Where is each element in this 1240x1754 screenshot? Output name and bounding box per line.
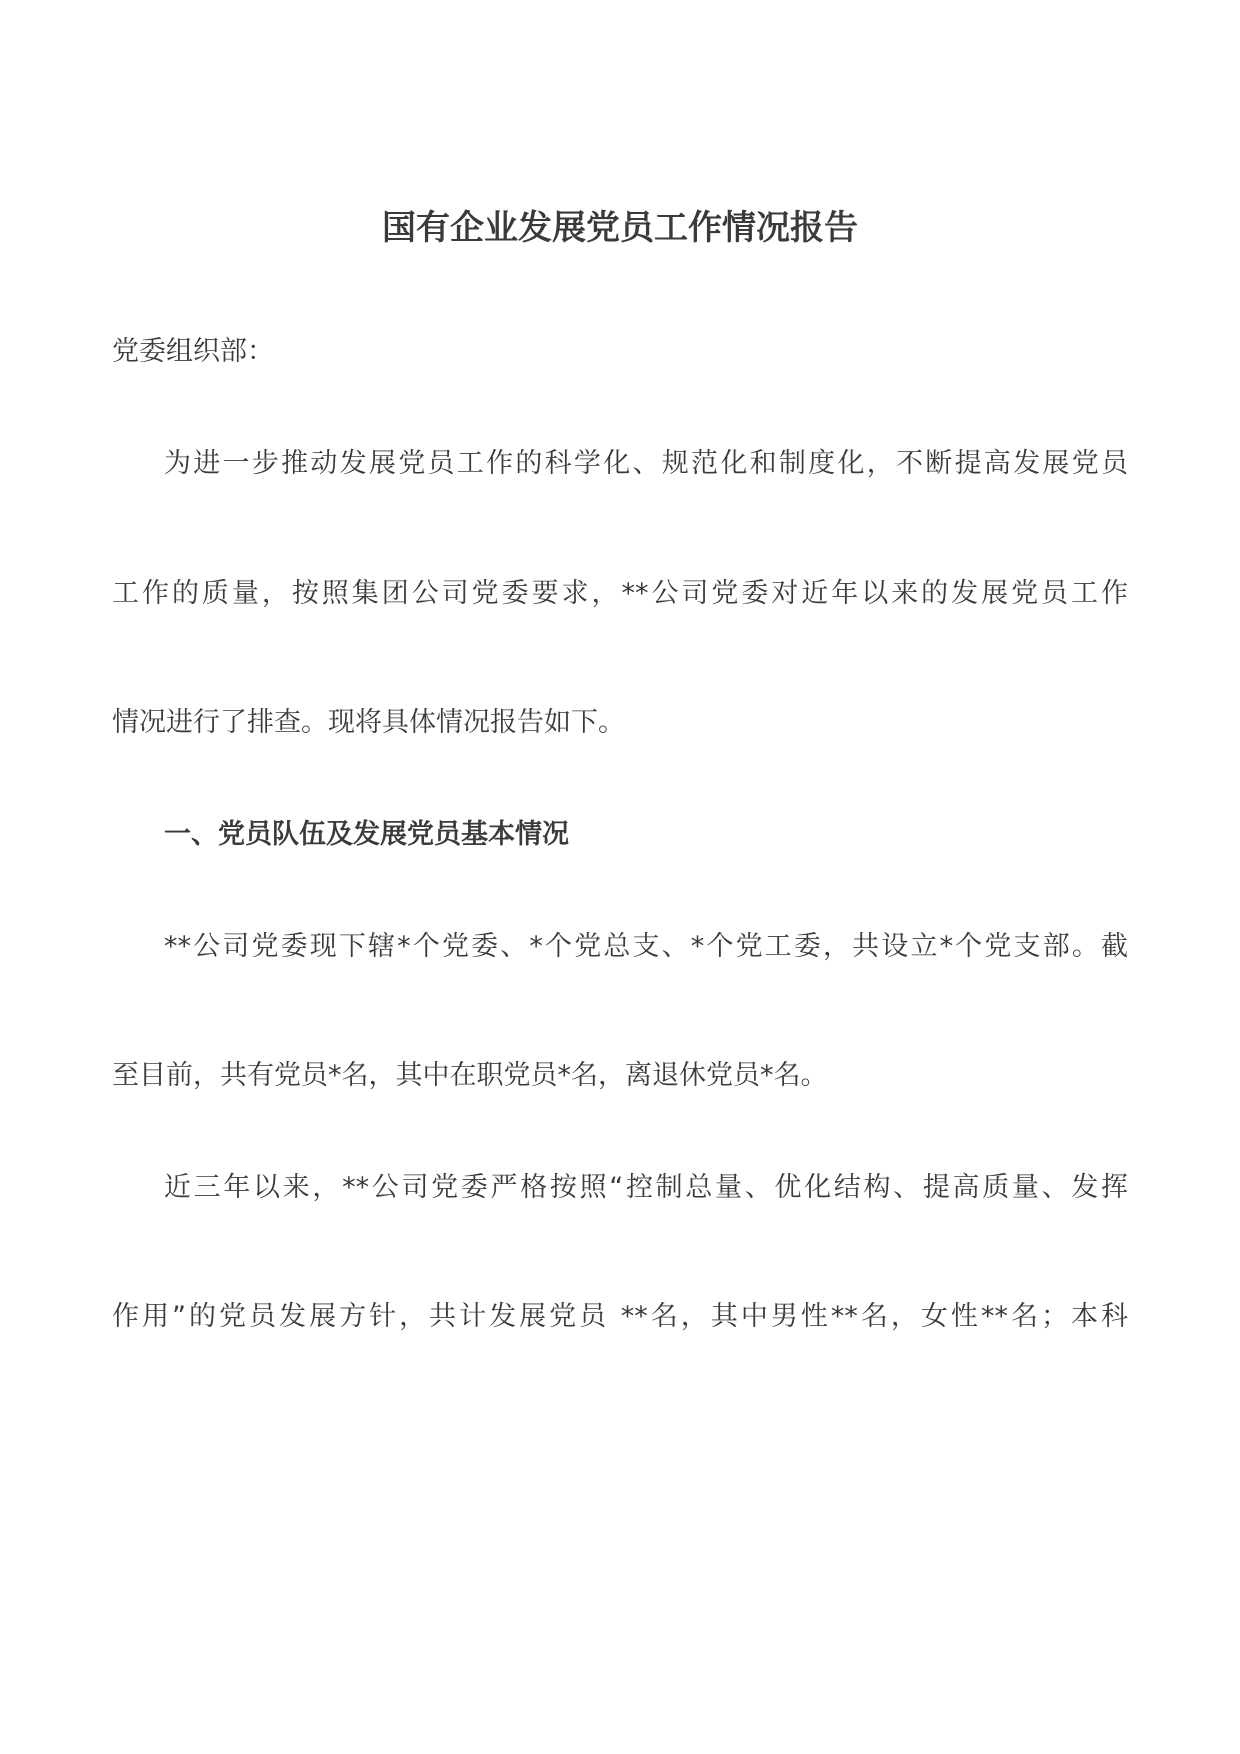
section-heading: 一、党员队伍及发展党员基本情况	[164, 819, 569, 850]
paragraph-line: 近三年以来，**公司党委严格按照“控制总量、优化结构、提高质量、发挥	[164, 1172, 1128, 1203]
document-title: 国有企业发展党员工作情况报告	[382, 208, 858, 248]
paragraph-line: 作用”的党员发展方针，共计发展党员 **名，其中男性**名，女性**名；本科	[112, 1301, 1128, 1332]
paragraph-line: 至目前，共有党员*名，其中在职党员*名，离退休党员*名。	[112, 1060, 828, 1091]
paragraph-line: 工作的质量，按照集团公司党委要求，**公司党委对近年以来的发展党员工作	[112, 578, 1128, 609]
salutation: 党委组织部：	[112, 336, 274, 367]
paragraph-line: 情况进行了排查。现将具体情况报告如下。	[112, 707, 625, 738]
paragraph-line: 为进一步推动发展党员工作的科学化、规范化和制度化，不断提高发展党员	[164, 448, 1128, 479]
paragraph-line: **公司党委现下辖*个党委、*个党总支、*个党工委，共设立*个党支部。截	[164, 931, 1128, 962]
